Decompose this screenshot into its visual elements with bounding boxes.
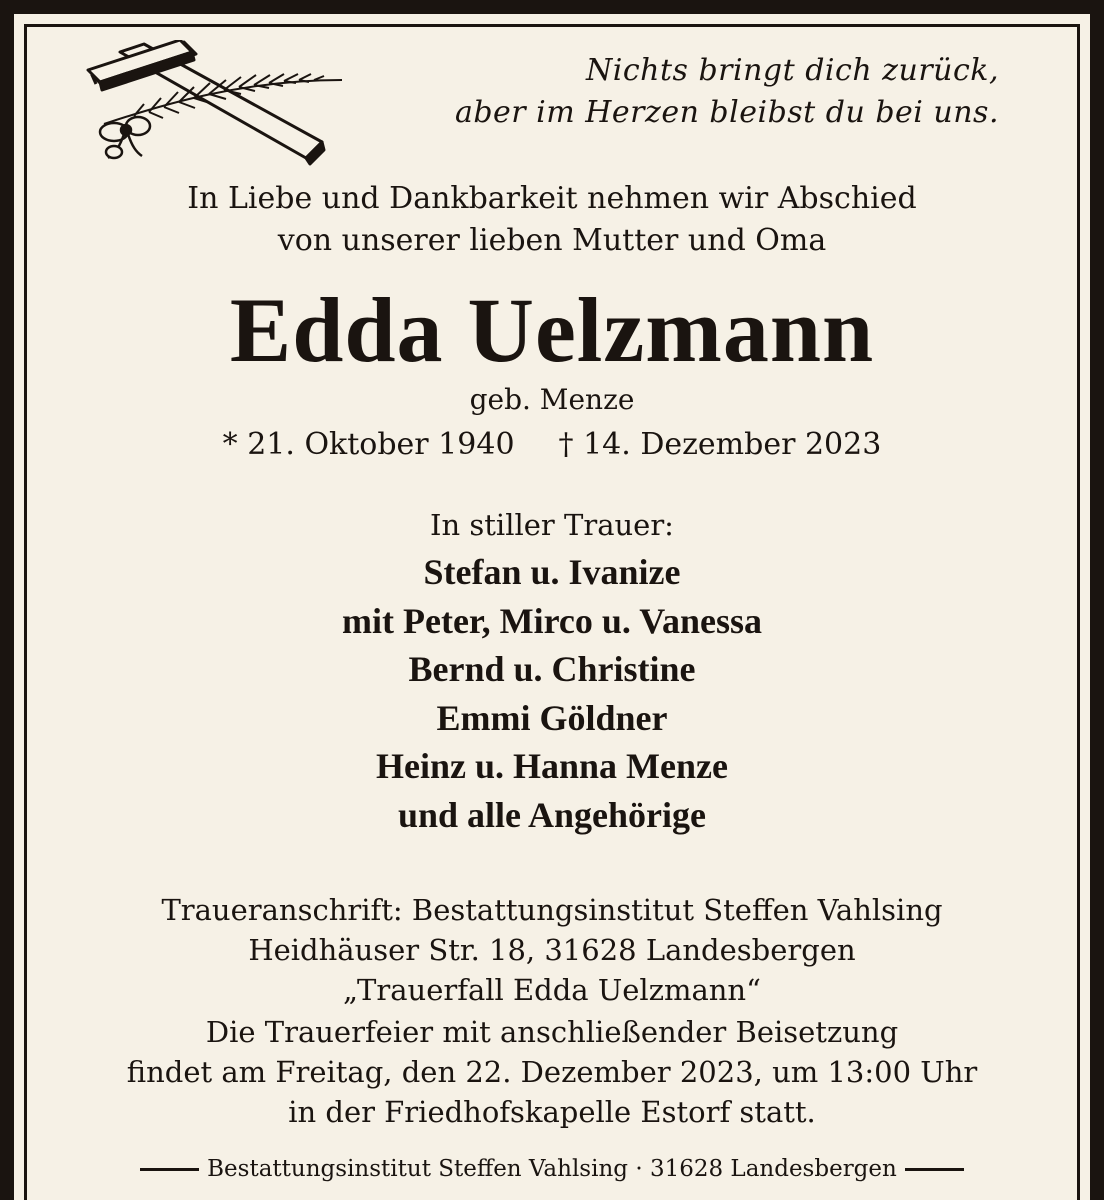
mourners-heading: In stiller Trauer: bbox=[430, 508, 674, 542]
death-date: † 14. Dezember 2023 bbox=[558, 427, 882, 462]
motto-quote bbox=[455, 50, 999, 134]
address-line-1: Traueranschrift: Bestattungsinstitut Steffen Vahlsing bbox=[161, 893, 943, 927]
intro-text bbox=[0, 178, 1104, 262]
address-line-2: Heidhäuser Str. 18, 31628 Landesbergen bbox=[248, 933, 856, 967]
service-line-1: Die Trauerfeier mit anschließender Beisetzung bbox=[205, 1015, 899, 1049]
service-line-2: findet am Freitag, den 22. Dezember 2023, um 13:00 Uhr bbox=[126, 1055, 978, 1089]
mourner-line: Stefan u. Ivanize bbox=[423, 552, 681, 592]
motto-line-2: aber im Herzen bleibst du bei uns. bbox=[454, 95, 999, 130]
footer bbox=[140, 1154, 964, 1184]
footer-text: Bestattungsinstitut Steffen Vahlsing · 31628 Landesbergen bbox=[207, 1156, 897, 1182]
address-line-3: „Trauerfall Edda Uelzmann“ bbox=[343, 973, 761, 1007]
maiden-name: geb. Menze bbox=[469, 383, 635, 416]
mourner-line: Emmi Göldner bbox=[436, 697, 668, 738]
footer-rule-right bbox=[905, 1168, 964, 1171]
footer-rule-left bbox=[140, 1168, 199, 1171]
cross-with-palm-branch-icon bbox=[74, 40, 344, 170]
mourner-line: und alle Angehörige bbox=[397, 794, 707, 835]
deceased-name: Edda Uelzmann bbox=[229, 279, 875, 381]
service-line-3: in der Friedhofskapelle Estorf statt. bbox=[288, 1095, 816, 1129]
funeral-service-info bbox=[0, 1012, 1104, 1132]
mourning-address bbox=[0, 890, 1104, 1010]
intro-line-2: von unserer lieben Mutter und Oma bbox=[277, 223, 827, 258]
intro-line-1: In Liebe und Dankbarkeit nehmen wir Abschied bbox=[187, 181, 917, 216]
birth-date: * 21. Oktober 1940 bbox=[222, 427, 515, 462]
motto-line-1: Nichts bringt dich zurück, bbox=[586, 53, 999, 88]
mourners-list bbox=[0, 548, 1104, 839]
mourner-line: Heinz u. Hanna Menze bbox=[376, 746, 728, 786]
mourner-line: Bernd u. Christine bbox=[408, 649, 696, 689]
mourner-line: mit Peter, Mirco u. Vanessa bbox=[342, 600, 762, 641]
life-dates bbox=[0, 424, 1104, 466]
